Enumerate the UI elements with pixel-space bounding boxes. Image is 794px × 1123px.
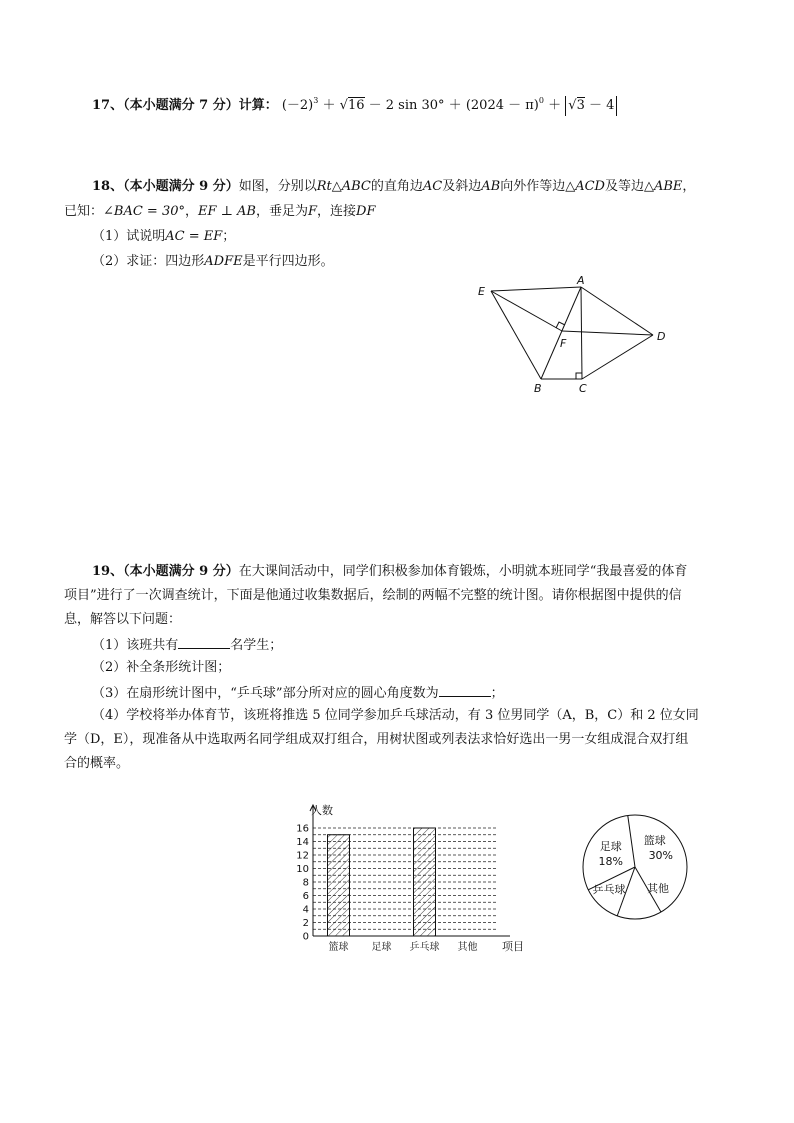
bar-chart	[280, 800, 540, 960]
y-tick-label: 10	[296, 864, 309, 875]
y-axis-label: 人数	[311, 804, 333, 817]
pie-percent-0: 30%	[648, 849, 674, 863]
q17-expression: $(-2)^3 + √16 - 2$ $\sin 30^\circ + (2024 - \pi)^0 + √3 - 4$	[282, 98, 618, 113]
y-tick-label: 8	[302, 877, 309, 889]
segment-AC	[581, 287, 582, 379]
right-angle-mark-C	[576, 373, 582, 379]
q19-part4-line3: 合的概率。	[64, 756, 130, 771]
pie-label-0: 篮球	[643, 834, 666, 848]
q19-part4-line2: 学（D，E），现准备从中选取两名同学组成双打组合，用树状图或列表法求恰好选出一男一女组成混合双打组	[64, 732, 689, 747]
q19-part2: （2）补全条形统计图；	[92, 660, 231, 675]
q19-part3: （3）在扇形统计图中，“乒乓球”部分所对应的圆心角度数为 ；	[92, 683, 504, 703]
absolute-value: √3 － 4	[565, 96, 617, 116]
x-tick-label: 足球	[371, 942, 392, 953]
pie-label-3: 其他	[647, 882, 669, 895]
label-B: B	[534, 382, 542, 395]
q19-part1: （1）该班共有 名学生；	[92, 635, 282, 655]
q18-header: （本小题满分 9 分）	[123, 179, 239, 194]
bar-2	[414, 828, 436, 936]
pie-chart	[575, 808, 695, 928]
pie-label-2: 乒乓球	[592, 882, 626, 896]
x-tick-label: 篮球	[328, 942, 349, 953]
y-tick-label: 14	[296, 837, 309, 848]
q19-line1: 19、（本小题满分 9 分）在大课间活动中，同学们积极参加体育锻炼，小明就本班同学“我最喜爱的体育	[92, 564, 688, 579]
q17-header: （本小题满分 7 分）计算：	[123, 98, 278, 113]
label-D: D	[657, 330, 666, 343]
q19-number: 19、	[92, 564, 124, 579]
q19-header: （本小题满分 9 分）	[123, 564, 239, 579]
label-F: F	[560, 337, 567, 350]
y-tick-label: 2	[302, 918, 309, 929]
sqrt-sign: √	[339, 98, 348, 113]
q17	[92, 96, 617, 116]
label-A: A	[577, 274, 585, 287]
answer-blank-1[interactable]	[178, 635, 230, 649]
q17-number: 17、	[92, 98, 124, 113]
segment-AB	[541, 287, 581, 379]
y-tick-label: 4	[302, 904, 309, 916]
y-tick-label: 6	[302, 891, 309, 902]
q18-part1: （1）试说明AC = EF；	[92, 229, 236, 244]
segment-EF	[491, 291, 562, 331]
label-C: C	[579, 382, 587, 395]
segment-FD	[562, 331, 653, 335]
bar-0	[328, 835, 350, 936]
segment-DC	[582, 335, 653, 379]
q18-line2: 已知：∠BAC = 30°，EF ⊥ AB，垂足为F，连接DF	[64, 204, 376, 219]
q19-line2: 项目”进行了一次调查统计，下面是他通过收集数据后，绘制的两幅不完整的统计图。请你根据图中提供的信	[64, 588, 682, 603]
segment-EA	[491, 287, 581, 291]
segment-AD	[581, 287, 653, 335]
pie-percent-1: 18%	[598, 855, 623, 868]
q19-line3: 息，解答以下问题：	[64, 612, 182, 627]
segment-EB	[491, 291, 541, 379]
q19-part4-line1: （4）学校将举办体育节，该班将推选 5 位同学参加乒乓球活动，有 3 位男同学（A，B，C）和 2 位女同	[92, 708, 699, 723]
y-tick-label: 12	[296, 850, 309, 862]
q18-part2: （2）求证：四边形ADFE是平行四边形。	[92, 254, 334, 269]
x-tick-label: 乒乓球	[409, 942, 440, 953]
q18-number: 18、	[92, 179, 124, 194]
pie-label-1: 足球	[599, 840, 622, 853]
y-tick-label: 0	[302, 931, 309, 943]
answer-blank-3[interactable]	[439, 683, 491, 697]
x-axis-label: 项目	[502, 940, 524, 953]
x-tick-label: 其他	[457, 942, 478, 953]
q18-geometry-figure	[470, 270, 680, 400]
label-E: E	[478, 285, 485, 298]
y-tick-label: 16	[296, 823, 309, 835]
q18-line1: 18、（本小题满分 9 分）如图，分别以Rt△ABC的直角边AC及斜边AB向外作等边△ACD及等边△ABE，	[92, 179, 696, 194]
